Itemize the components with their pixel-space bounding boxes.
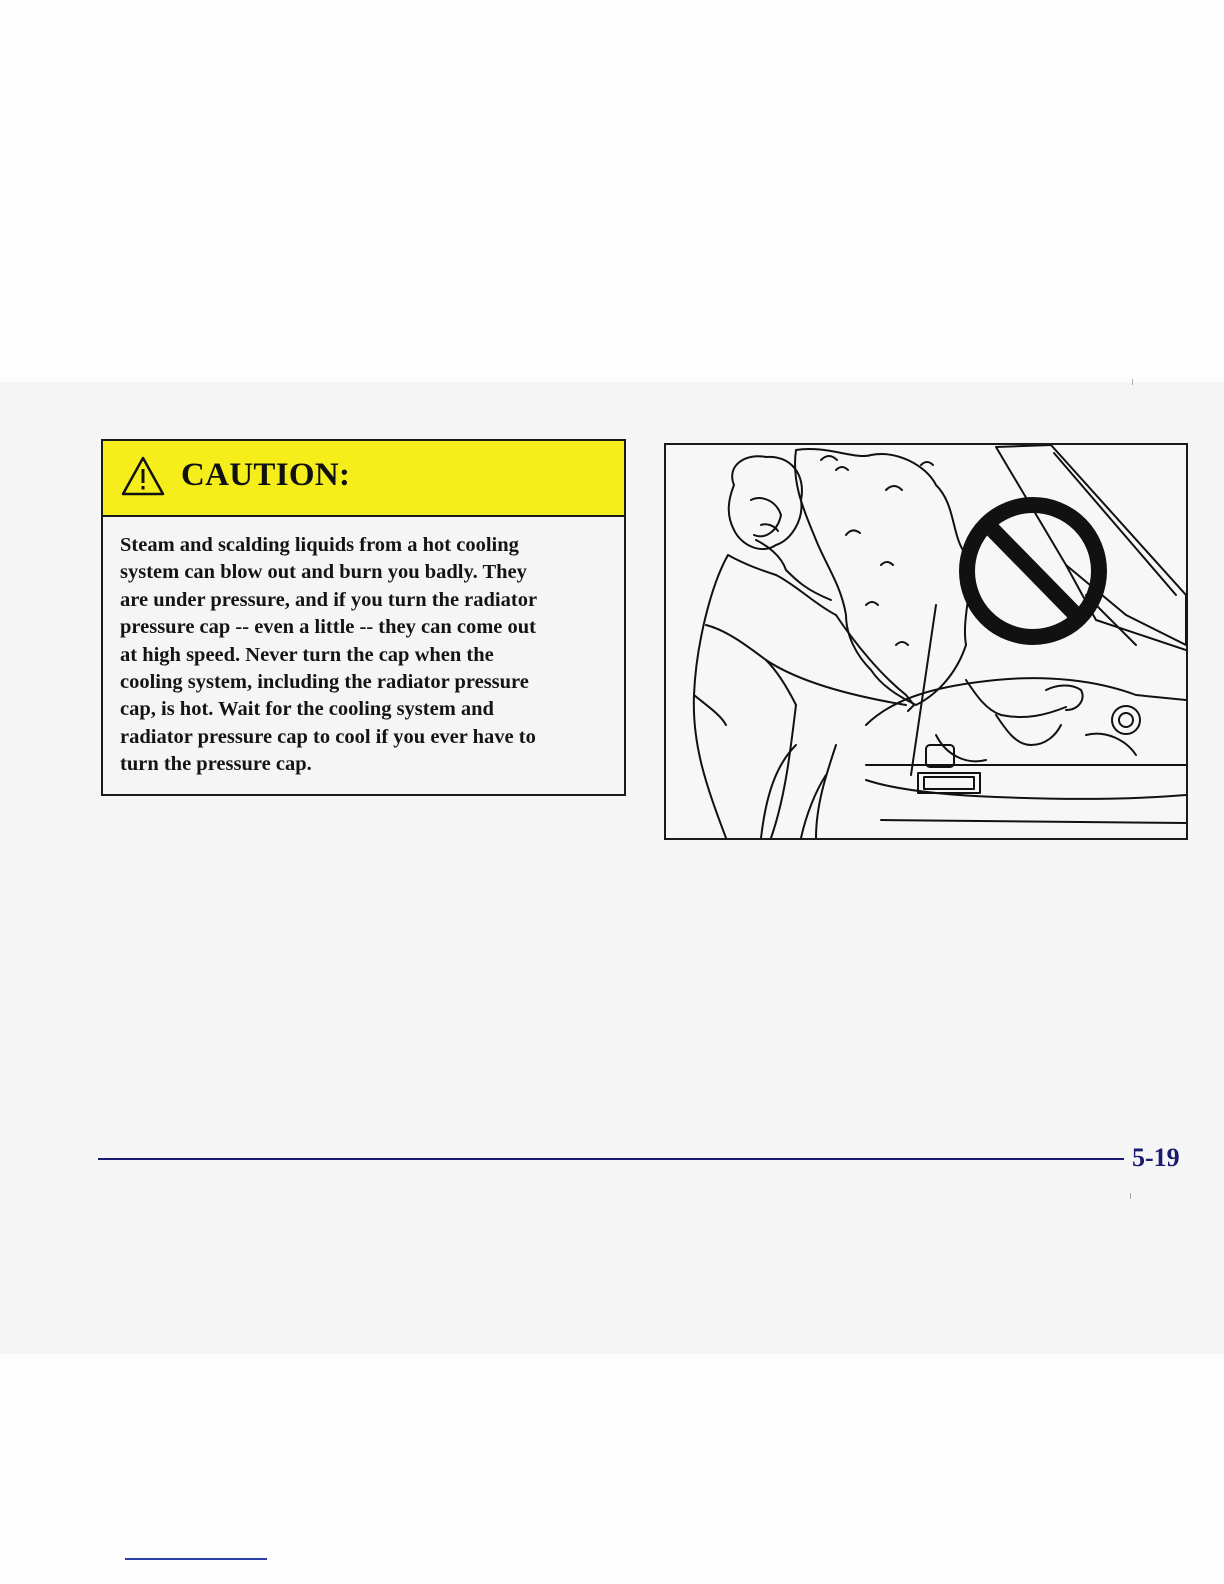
caution-header: [103, 441, 624, 517]
page-number: 5-19: [1132, 1143, 1180, 1172]
no-symbol-icon: [967, 505, 1099, 637]
caution-line: at high speed. Never turn the cap when the: [120, 643, 494, 666]
radiator-steam-illustration: [664, 443, 1188, 840]
caution-line: pressure cap -- even a little -- they can come out: [120, 616, 536, 639]
caution-line: turn the pressure cap.: [120, 753, 312, 776]
steam-cloud: [795, 449, 970, 705]
person-body: [694, 555, 728, 838]
caution-title: CAUTION:: [181, 457, 351, 493]
caution-line: system can blow out and burn you badly. They: [120, 561, 527, 584]
car-front: [816, 745, 836, 838]
footer-rule: [98, 1158, 1124, 1160]
illustration-drawing: [666, 445, 1186, 838]
caution-line: radiator pressure cap to cool if you ever have to: [120, 725, 536, 748]
warning-triangle-icon: [121, 456, 165, 496]
bottom-link-underline[interactable]: [125, 1558, 267, 1560]
caution-line: cooling system, including the radiator pressure: [120, 671, 529, 694]
caution-line: are under pressure, and if you turn the radiator: [120, 588, 538, 611]
caution-text: [120, 532, 615, 779]
caution-line: Steam and scalding liquids from a hot cooling: [120, 534, 519, 556]
caution-line: cap, is hot. Wait for the cooling system and: [120, 698, 494, 721]
scan-speck: [1130, 1193, 1131, 1199]
engine-compartment: [866, 678, 1186, 725]
scan-speck: [1132, 379, 1133, 385]
caution-box: [101, 439, 626, 796]
